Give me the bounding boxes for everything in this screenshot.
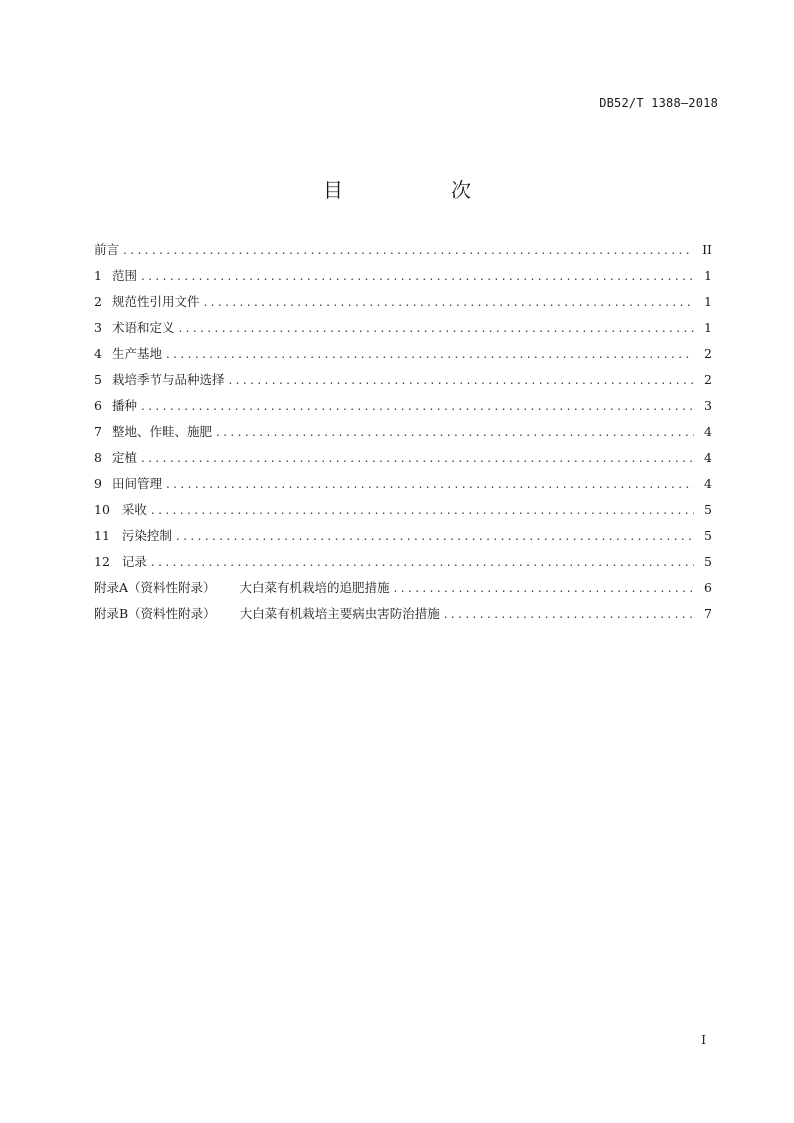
toc-entry-number: 6 (94, 398, 102, 413)
toc-entry-6[interactable] (94, 393, 712, 419)
toc-entry-12[interactable] (94, 549, 712, 575)
toc-entry-page: 4 (704, 476, 712, 491)
toc-entry-number: 1 (94, 268, 102, 283)
toc-entry-page: 3 (704, 398, 712, 413)
toc-entry-label: 污染控制 (121, 528, 172, 543)
toc-entry-number: 4 (94, 346, 102, 361)
toc-leader-dots (141, 263, 694, 289)
toc-appendix-label: 附录A（资料性附录） (94, 580, 216, 595)
toc-entry-label: 记录 (121, 554, 147, 569)
toc-title: 目 次 (323, 178, 515, 202)
toc-entry-number: 3 (94, 320, 102, 335)
toc-entry-label: 定植 (111, 450, 137, 465)
toc-entry-11[interactable] (94, 523, 712, 549)
toc-leader-dots (178, 315, 694, 341)
toc-entry-label: 前言 (94, 242, 120, 257)
toc-appendix-title: 大白菜有机栽培主要病虫害防治措施 (239, 606, 440, 621)
toc-entry-page: 7 (704, 606, 712, 621)
toc-entry-4[interactable] (94, 341, 712, 367)
toc-entry-8[interactable] (94, 445, 712, 471)
toc-leader-dots (141, 445, 694, 471)
toc-entry-label: 播种 (111, 398, 137, 413)
toc-entry-label: 栽培季节与品种选择 (111, 372, 225, 387)
toc-entry-10[interactable] (94, 497, 712, 523)
toc-leader-dots (228, 367, 694, 393)
toc-entry-2[interactable] (94, 289, 712, 315)
table-of-contents (94, 237, 712, 627)
toc-entry-page: 5 (704, 528, 712, 543)
toc-entry-number: 8 (94, 450, 102, 465)
toc-leader-dots (203, 289, 694, 315)
toc-entry-label: 范围 (111, 268, 137, 283)
toc-leader-dots (151, 549, 694, 575)
toc-entry-1[interactable] (94, 263, 712, 289)
toc-entry-label: 术语和定义 (111, 320, 175, 335)
toc-entry-page: 1 (704, 320, 712, 335)
toc-entry-9[interactable] (94, 471, 712, 497)
toc-entry-number: 10 (94, 502, 110, 517)
toc-entry-page: 2 (704, 346, 712, 361)
toc-entry-label: 采收 (121, 502, 147, 517)
toc-entry-number: 12 (94, 554, 110, 569)
toc-entry-page: 2 (704, 372, 712, 387)
toc-entry-page: 5 (704, 554, 712, 569)
toc-leader-dots (166, 471, 694, 497)
toc-entry-page: 1 (704, 294, 712, 309)
toc-entry-number: 5 (94, 372, 102, 387)
toc-appendix-title: 大白菜有机栽培的追肥措施 (239, 580, 390, 595)
toc-entry-appendix-a[interactable] (94, 575, 712, 601)
toc-leader-dots (151, 497, 694, 523)
toc-leader-dots (123, 237, 694, 263)
toc-leader-dots (176, 523, 694, 549)
toc-entry-label: 规范性引用文件 (111, 294, 200, 309)
page-number: I (701, 1033, 706, 1047)
toc-entry-page: 1 (704, 268, 712, 283)
toc-entry-number: 11 (94, 528, 110, 543)
toc-leader-dots (141, 393, 694, 419)
toc-leader-dots (444, 601, 694, 627)
toc-entry-3[interactable] (94, 315, 712, 341)
toc-leader-dots (166, 341, 694, 367)
toc-entry-7[interactable] (94, 419, 712, 445)
standard-code: DB52/T 1388—2018 (599, 96, 718, 110)
toc-entry-page: II (702, 242, 712, 257)
toc-entry-label: 田间管理 (111, 476, 162, 491)
toc-entry-5[interactable] (94, 367, 712, 393)
toc-entry-label: 生产基地 (111, 346, 162, 361)
toc-entry-number: 9 (94, 476, 102, 491)
toc-entry-page: 4 (704, 450, 712, 465)
toc-entry-page: 6 (704, 580, 712, 595)
toc-leader-dots (216, 419, 694, 445)
toc-entry-number: 7 (94, 424, 102, 439)
toc-entry-appendix-b[interactable] (94, 601, 712, 627)
toc-appendix-label: 附录B（资料性附录） (94, 606, 216, 621)
toc-entry-foreword[interactable] (94, 237, 712, 263)
toc-entry-page: 5 (704, 502, 712, 517)
toc-entry-number: 2 (94, 294, 102, 309)
toc-leader-dots (394, 575, 694, 601)
toc-entry-page: 4 (704, 424, 712, 439)
toc-entry-label: 整地、作畦、施肥 (111, 424, 212, 439)
